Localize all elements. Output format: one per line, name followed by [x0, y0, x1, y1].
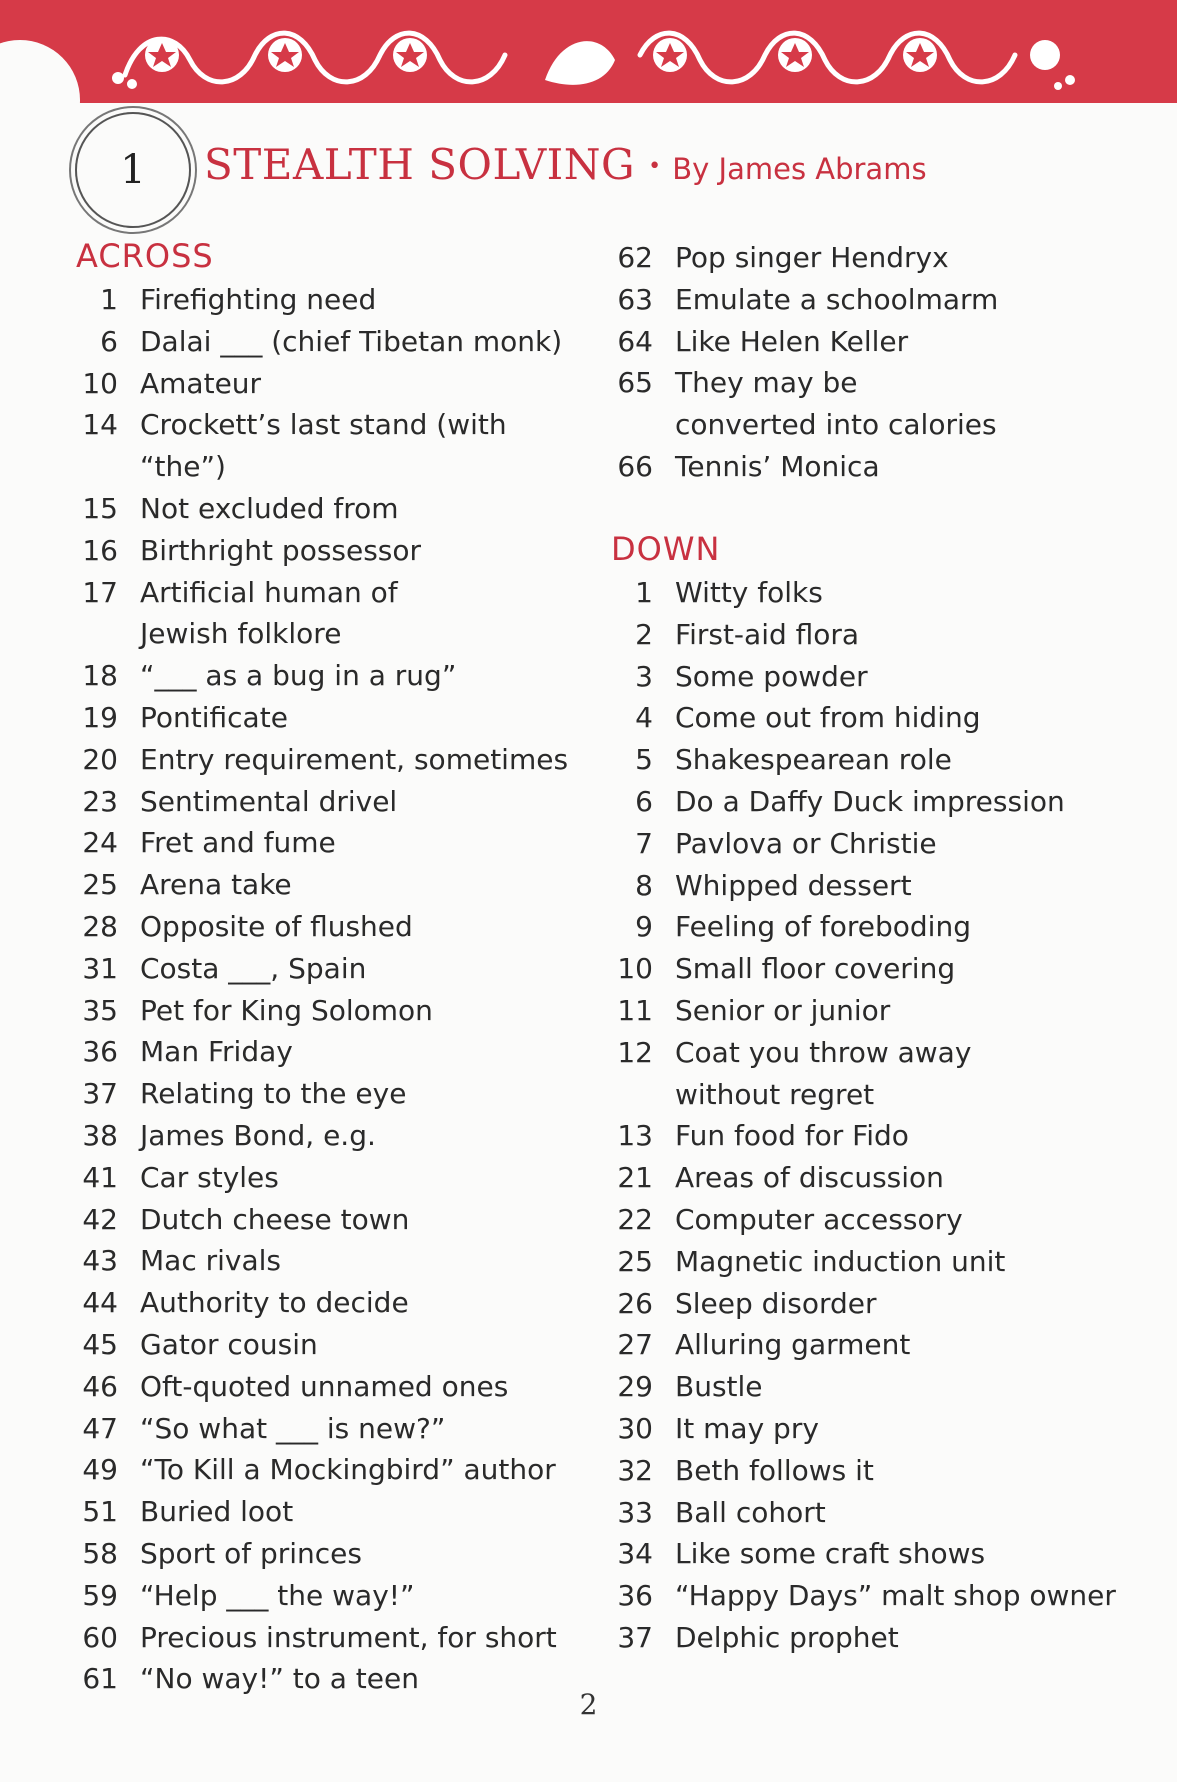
- clue-item: [595, 362, 1155, 446]
- clue-text: Like Helen Keller: [675, 324, 909, 358]
- clue-item: [595, 656, 1155, 698]
- clue-text: Tennis’ Monica: [675, 449, 880, 483]
- clue-text: “Happy Days” malt shop owner: [675, 1579, 1116, 1613]
- clue-text: Sentimental drivel: [140, 784, 398, 818]
- clue-number: 42: [82, 1202, 118, 1236]
- clue-item: [595, 321, 1155, 363]
- clue-text: Alluring garment: [675, 1328, 911, 1362]
- clue-number: 44: [82, 1286, 118, 1320]
- clue-text: Whipped dessert: [675, 868, 912, 902]
- clue-text: Precious instrument, for short: [140, 1620, 557, 1654]
- clue-item: [60, 530, 590, 572]
- clue-number: 25: [617, 1244, 653, 1278]
- clue-number: 27: [617, 1328, 653, 1362]
- clue-text: Some powder: [675, 659, 868, 693]
- clue-item: [60, 1617, 590, 1659]
- clue-item: [60, 948, 590, 990]
- across-clue-list: [60, 279, 590, 1700]
- clue-text: Like some craft shows: [675, 1537, 986, 1571]
- clue-text: Buried loot: [140, 1495, 294, 1529]
- clue-item: [595, 865, 1155, 907]
- clue-item: [60, 1199, 590, 1241]
- clue-text: Mac rivals: [140, 1244, 281, 1278]
- clue-number: 51: [82, 1495, 118, 1529]
- clue-number: 17: [82, 575, 118, 609]
- clue-number: 8: [635, 868, 653, 902]
- clue-item: [60, 1031, 590, 1073]
- clue-number: 38: [82, 1118, 118, 1152]
- puzzle-number-badge: [75, 112, 191, 228]
- clue-number: 26: [617, 1286, 653, 1320]
- clue-text: First-aid flora: [675, 617, 860, 651]
- clue-text: Witty folks: [675, 576, 823, 609]
- clue-text: It may pry: [675, 1411, 819, 1445]
- clue-number: 64: [617, 324, 653, 358]
- clue-text: Pavlova or Christie: [675, 826, 937, 860]
- clue-number: 49: [82, 1453, 118, 1487]
- clue-number: 18: [82, 659, 118, 693]
- clue-number: 35: [82, 993, 118, 1027]
- clue-text: Entry requirement, sometimes: [140, 742, 569, 776]
- clue-item: [595, 1366, 1155, 1408]
- clue-item: [60, 906, 590, 948]
- clue-text: Artificial human of Jewish folklore: [140, 575, 398, 651]
- clue-item: [595, 279, 1155, 321]
- clue-item: [60, 1073, 590, 1115]
- clue-number: 12: [617, 1035, 653, 1069]
- clue-number: 46: [82, 1369, 118, 1403]
- clue-text: Delphic prophet: [675, 1620, 899, 1654]
- clue-item: [595, 948, 1155, 990]
- clue-text: James Bond, e.g.: [140, 1118, 376, 1152]
- clue-text: Areas of discussion: [675, 1161, 944, 1195]
- clue-item: [60, 655, 590, 697]
- clue-number: 33: [617, 1495, 653, 1529]
- clue-item: [60, 1491, 590, 1533]
- clue-number: 25: [82, 868, 118, 902]
- clue-text: Man Friday: [140, 1035, 293, 1069]
- clue-text: Amateur: [140, 366, 262, 400]
- clue-text: Dutch cheese town: [140, 1202, 410, 1236]
- clue-number: 37: [617, 1620, 653, 1654]
- clue-text: Senior or junior: [675, 993, 891, 1027]
- clue-number: 9: [635, 910, 653, 944]
- clue-text: Magnetic induction unit: [675, 1244, 1006, 1278]
- clue-item: [60, 1324, 590, 1366]
- clue-item: [595, 1241, 1155, 1283]
- clue-number: 45: [82, 1327, 118, 1361]
- clue-number: 36: [82, 1035, 118, 1069]
- clue-item: [595, 1533, 1155, 1575]
- clue-number: 6: [635, 784, 653, 818]
- clue-number: 65: [617, 366, 653, 400]
- clue-number: 60: [82, 1620, 118, 1654]
- clue-number: 10: [82, 366, 118, 400]
- clue-item: [595, 1575, 1155, 1617]
- clue-number: 5: [635, 743, 653, 777]
- clue-text: Fret and fume: [140, 826, 336, 860]
- clue-text: Sport of princes: [140, 1536, 362, 1570]
- clue-item: [595, 781, 1155, 823]
- clue-text: Pet for King Solomon: [140, 993, 433, 1027]
- clue-number: 36: [617, 1579, 653, 1613]
- clue-text: Birthright possessor: [140, 533, 422, 567]
- clue-item: [595, 1032, 1155, 1116]
- clue-text: They may be converted into calories: [675, 366, 997, 442]
- clue-text: Not excluded from: [140, 491, 399, 525]
- clue-item: [595, 1283, 1155, 1325]
- clue-text: Do a Daffy Duck impression: [675, 784, 1065, 818]
- clue-item: [595, 739, 1155, 781]
- clue-text: “So what ___ is new?”: [140, 1411, 446, 1445]
- clue-number: 10: [617, 952, 653, 986]
- clue-text: Come out from hiding: [675, 701, 981, 735]
- clue-number: 34: [617, 1537, 653, 1571]
- clue-item: [60, 1533, 590, 1575]
- clue-number: 13: [617, 1119, 653, 1153]
- clue-item: [60, 1115, 590, 1157]
- clue-item: [60, 404, 590, 488]
- across-clue-list-continued: [595, 237, 1155, 488]
- puzzle-number: 1: [120, 147, 146, 193]
- clue-item: [60, 1240, 590, 1282]
- clue-text: Opposite of flushed: [140, 909, 413, 943]
- title-bullet: •: [648, 154, 662, 179]
- clue-text: “___ as a bug in a rug”: [140, 659, 457, 693]
- clue-number: 3: [635, 659, 653, 693]
- clue-text: Feeling of foreboding: [675, 910, 971, 944]
- page-number: 2: [579, 1688, 598, 1721]
- clue-item: [595, 446, 1155, 488]
- clue-number: 4: [635, 701, 653, 735]
- clue-text: “Help ___ the way!”: [140, 1578, 415, 1612]
- clue-item: [595, 1617, 1155, 1659]
- puzzle-byline: By James Abrams: [672, 152, 927, 186]
- clue-item: [60, 1282, 590, 1324]
- clue-number: 22: [617, 1202, 653, 1236]
- clue-item: [60, 321, 590, 363]
- clue-item: [595, 906, 1155, 948]
- clue-number: 7: [635, 826, 653, 860]
- clue-text: Beth follows it: [675, 1453, 874, 1487]
- clue-item: [60, 488, 590, 530]
- clue-item: [60, 697, 590, 739]
- clue-text: Small floor covering: [675, 952, 956, 986]
- clue-number: 28: [82, 909, 118, 943]
- clue-number: 19: [82, 700, 118, 734]
- clue-text: Relating to the eye: [140, 1077, 407, 1111]
- clue-text: Crockett’s last stand (with “the”): [140, 408, 507, 484]
- clue-item: [60, 1408, 590, 1450]
- clue-item: [595, 1324, 1155, 1366]
- clue-item: [595, 572, 1155, 614]
- clue-text: Sleep disorder: [675, 1286, 877, 1320]
- down-heading: DOWN: [611, 530, 721, 568]
- clue-number: 63: [617, 282, 653, 316]
- clue-number: 16: [82, 533, 118, 567]
- title-row: [204, 140, 927, 189]
- clue-number: 6: [100, 324, 118, 358]
- clue-text: Pontificate: [140, 700, 288, 734]
- clue-number: 24: [82, 826, 118, 860]
- clue-text: Coat you throw away without regret: [675, 1035, 972, 1111]
- clue-text: Car styles: [140, 1160, 279, 1194]
- clue-item: [595, 1450, 1155, 1492]
- clue-item: [60, 1366, 590, 1408]
- clue-number: 43: [82, 1244, 118, 1278]
- clue-number: 41: [82, 1160, 118, 1194]
- clue-number: 32: [617, 1453, 653, 1487]
- clue-text: Shakespearean role: [675, 743, 952, 777]
- clue-number: 61: [82, 1662, 118, 1696]
- clue-item: [60, 739, 590, 781]
- clue-text: Bustle: [675, 1370, 763, 1404]
- clue-item: [595, 237, 1155, 279]
- clue-item: [60, 864, 590, 906]
- clue-item: [595, 1492, 1155, 1534]
- clue-number: 11: [617, 993, 653, 1027]
- clue-item: [595, 1115, 1155, 1157]
- clue-item: [595, 1157, 1155, 1199]
- clue-text: Arena take: [140, 868, 292, 902]
- clue-text: Oft-quoted unnamed ones: [140, 1369, 509, 1403]
- clue-number: 37: [82, 1077, 118, 1111]
- clue-number: 2: [635, 617, 653, 651]
- clue-number: 58: [82, 1536, 118, 1570]
- clue-item: [595, 1199, 1155, 1241]
- decorative-banner: [0, 0, 1177, 103]
- clue-text: Ball cohort: [675, 1495, 826, 1529]
- clue-item: [595, 990, 1155, 1032]
- clue-number: 59: [82, 1578, 118, 1612]
- clue-text: Costa ___, Spain: [140, 951, 367, 985]
- clue-number: 1: [635, 576, 653, 609]
- clue-item: [60, 363, 590, 405]
- clue-number: 31: [82, 951, 118, 985]
- clue-item: [60, 990, 590, 1032]
- down-clue-list: [595, 572, 1155, 1659]
- clue-text: Emulate a schoolmarm: [675, 282, 999, 316]
- clue-number: 14: [82, 408, 118, 442]
- clue-item: [60, 1157, 590, 1199]
- puzzle-title: STEALTH SOLVING: [204, 140, 636, 189]
- clue-text: Fun food for Fido: [675, 1119, 909, 1153]
- clue-item: [595, 823, 1155, 865]
- clue-item: [60, 781, 590, 823]
- clue-item: [595, 614, 1155, 656]
- clue-item: [60, 1575, 590, 1617]
- clue-item: [60, 822, 590, 864]
- clue-text: Pop singer Hendryx: [675, 241, 949, 274]
- clue-number: 29: [617, 1370, 653, 1404]
- clue-item: [60, 572, 590, 656]
- clue-text: Authority to decide: [140, 1286, 409, 1320]
- clue-text: Firefighting need: [140, 283, 377, 316]
- clue-text: “To Kill a Mockingbird” author: [140, 1453, 556, 1487]
- clue-text: Computer accessory: [675, 1202, 963, 1236]
- clue-text: Gator cousin: [140, 1327, 318, 1361]
- clue-number: 1: [100, 283, 118, 316]
- clue-number: 62: [617, 241, 653, 274]
- clue-item: [595, 1408, 1155, 1450]
- clue-number: 15: [82, 491, 118, 525]
- clue-item: [595, 697, 1155, 739]
- clue-number: 66: [617, 449, 653, 483]
- clue-number: 23: [82, 784, 118, 818]
- clue-item: [60, 279, 590, 321]
- clue-number: 21: [617, 1161, 653, 1195]
- ornament-pattern-icon: [0, 0, 1177, 103]
- across-heading: ACROSS: [76, 237, 214, 275]
- clue-number: 47: [82, 1411, 118, 1445]
- clue-text: “No way!” to a teen: [140, 1662, 419, 1696]
- clue-item: [60, 1449, 590, 1491]
- clue-number: 30: [617, 1411, 653, 1445]
- clue-text: Dalai ___ (chief Tibetan monk): [140, 324, 563, 358]
- clue-number: 20: [82, 742, 118, 776]
